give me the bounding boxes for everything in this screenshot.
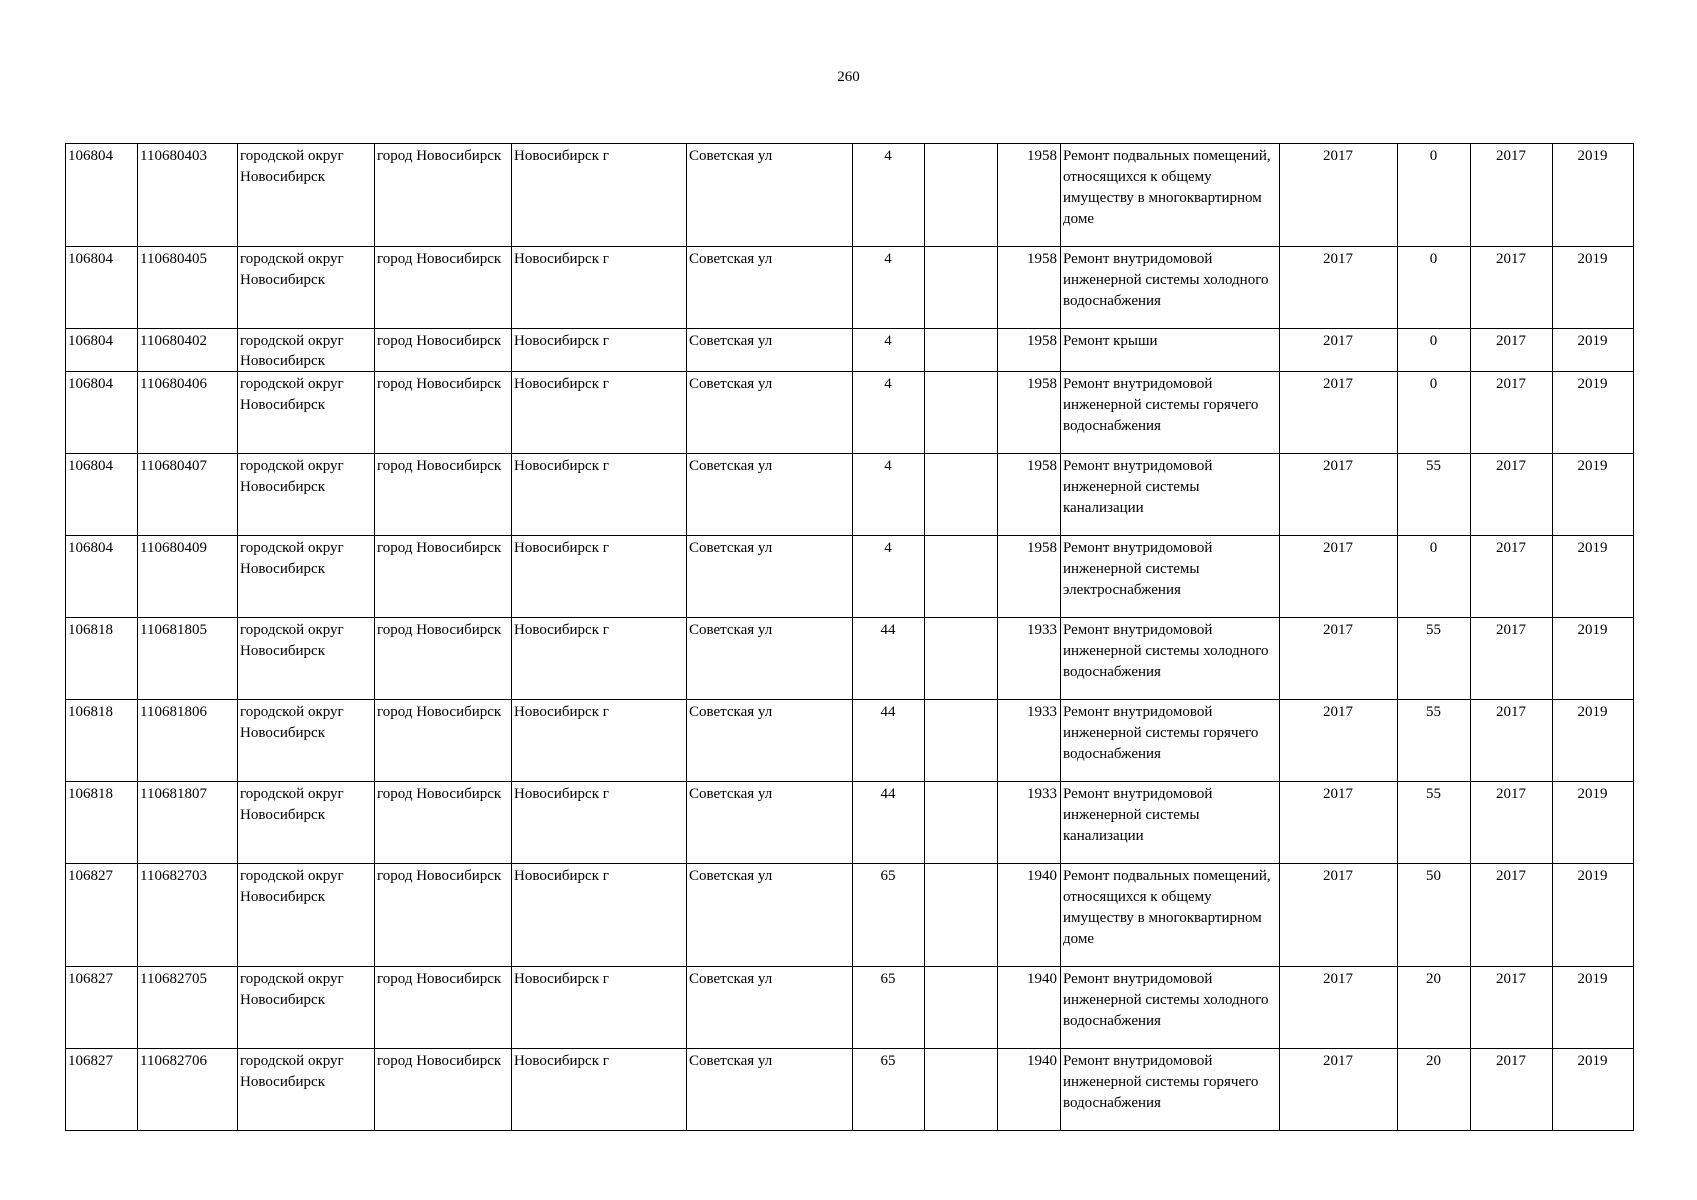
cell-id: 110682703 — [138, 864, 238, 967]
cell-start-year: 2017 — [1471, 700, 1553, 782]
cell-code: 106804 — [66, 247, 138, 329]
cell-house: 4 — [853, 247, 925, 329]
cell-wear: 20 — [1398, 1049, 1471, 1131]
cell-district: городской округ Новосибирск — [238, 618, 375, 700]
cell-build-year: 1940 — [998, 1049, 1061, 1131]
cell-end-year: 2019 — [1553, 782, 1634, 864]
cell-city: Новосибирск г — [512, 1049, 687, 1131]
cell-city: Новосибирск г — [512, 144, 687, 247]
cell-wear: 55 — [1398, 782, 1471, 864]
cell-house: 4 — [853, 536, 925, 618]
cell-building — [925, 329, 998, 372]
cell-building — [925, 864, 998, 967]
cell-work-type: Ремонт внутридомовой инженерной системы горячего водоснабжения — [1061, 372, 1280, 454]
cell-code: 106827 — [66, 967, 138, 1049]
cell-house: 65 — [853, 967, 925, 1049]
cell-city: Новосибирск г — [512, 372, 687, 454]
cell-district: городской округ Новосибирск — [238, 329, 375, 372]
cell-end-year: 2019 — [1553, 247, 1634, 329]
cell-build-year: 1958 — [998, 536, 1061, 618]
table-row — [66, 967, 1634, 1049]
cell-work-type: Ремонт внутридомовой инженерной системы горячего водоснабжения — [1061, 700, 1280, 782]
cell-district: городской округ Новосибирск — [238, 700, 375, 782]
cell-house: 4 — [853, 454, 925, 536]
cell-end-year: 2019 — [1553, 536, 1634, 618]
cell-id: 110680403 — [138, 144, 238, 247]
cell-id: 110681805 — [138, 618, 238, 700]
cell-work-type: Ремонт внутридомовой инженерной системы горячего водоснабжения — [1061, 1049, 1280, 1131]
registry-table — [65, 143, 1634, 1131]
cell-settlement: город Новосибирск — [375, 618, 512, 700]
cell-building — [925, 782, 998, 864]
cell-build-year: 1933 — [998, 782, 1061, 864]
cell-building — [925, 454, 998, 536]
cell-end-year: 2019 — [1553, 454, 1634, 536]
cell-end-year: 2019 — [1553, 372, 1634, 454]
cell-id: 110680407 — [138, 454, 238, 536]
table-row — [66, 454, 1634, 536]
cell-city: Новосибирск г — [512, 864, 687, 967]
cell-street: Советская ул — [687, 329, 853, 372]
page-number: 260 — [837, 69, 860, 85]
cell-settlement: город Новосибирск — [375, 454, 512, 536]
cell-city: Новосибирск г — [512, 700, 687, 782]
table-row — [66, 864, 1634, 967]
cell-start-year: 2017 — [1471, 864, 1553, 967]
cell-build-year: 1958 — [998, 329, 1061, 372]
table-row — [66, 782, 1634, 864]
cell-start-year: 2017 — [1471, 247, 1553, 329]
cell-wear: 0 — [1398, 372, 1471, 454]
cell-build-year: 1933 — [998, 700, 1061, 782]
cell-plan-year: 2017 — [1280, 329, 1398, 372]
cell-work-type: Ремонт крыши — [1061, 329, 1280, 372]
cell-code: 106804 — [66, 454, 138, 536]
cell-start-year: 2017 — [1471, 372, 1553, 454]
cell-code: 106804 — [66, 329, 138, 372]
cell-plan-year: 2017 — [1280, 864, 1398, 967]
cell-district: городской округ Новосибирск — [238, 247, 375, 329]
cell-code: 106818 — [66, 782, 138, 864]
cell-house: 65 — [853, 864, 925, 967]
cell-plan-year: 2017 — [1280, 144, 1398, 247]
cell-code: 106827 — [66, 864, 138, 967]
cell-wear: 20 — [1398, 967, 1471, 1049]
cell-building — [925, 1049, 998, 1131]
cell-work-type: Ремонт внутридомовой инженерной системы холодного водоснабжения — [1061, 967, 1280, 1049]
cell-id: 110680409 — [138, 536, 238, 618]
cell-build-year: 1940 — [998, 967, 1061, 1049]
cell-end-year: 2019 — [1553, 329, 1634, 372]
cell-end-year: 2019 — [1553, 618, 1634, 700]
cell-plan-year: 2017 — [1280, 247, 1398, 329]
cell-settlement: город Новосибирск — [375, 144, 512, 247]
cell-wear: 55 — [1398, 618, 1471, 700]
cell-id: 110680405 — [138, 247, 238, 329]
cell-end-year: 2019 — [1553, 144, 1634, 247]
cell-build-year: 1933 — [998, 618, 1061, 700]
cell-work-type: Ремонт внутридомовой инженерной системы электроснабжения — [1061, 536, 1280, 618]
cell-house: 65 — [853, 1049, 925, 1131]
table-row — [66, 144, 1634, 247]
cell-work-type: Ремонт внутридомовой инженерной системы холодного водоснабжения — [1061, 618, 1280, 700]
cell-street: Советская ул — [687, 144, 853, 247]
table-row — [66, 247, 1634, 329]
registry-table-body — [66, 144, 1634, 1131]
cell-start-year: 2017 — [1471, 329, 1553, 372]
cell-work-type: Ремонт внутридомовой инженерной системы холодного водоснабжения — [1061, 247, 1280, 329]
cell-settlement: город Новосибирск — [375, 967, 512, 1049]
cell-building — [925, 967, 998, 1049]
cell-plan-year: 2017 — [1280, 782, 1398, 864]
cell-plan-year: 2017 — [1280, 618, 1398, 700]
cell-settlement: город Новосибирск — [375, 536, 512, 618]
cell-district: городской округ Новосибирск — [238, 536, 375, 618]
cell-wear: 0 — [1398, 329, 1471, 372]
cell-build-year: 1958 — [998, 247, 1061, 329]
cell-house: 4 — [853, 329, 925, 372]
cell-build-year: 1958 — [998, 454, 1061, 536]
cell-code: 106818 — [66, 618, 138, 700]
table-row — [66, 618, 1634, 700]
cell-start-year: 2017 — [1471, 144, 1553, 247]
cell-building — [925, 247, 998, 329]
table-row — [66, 372, 1634, 454]
cell-settlement: город Новосибирск — [375, 700, 512, 782]
cell-settlement: город Новосибирск — [375, 864, 512, 967]
cell-district: городской округ Новосибирск — [238, 1049, 375, 1131]
cell-city: Новосибирск г — [512, 536, 687, 618]
cell-district: городской округ Новосибирск — [238, 782, 375, 864]
cell-code: 106804 — [66, 372, 138, 454]
cell-street: Советская ул — [687, 967, 853, 1049]
cell-district: городской округ Новосибирск — [238, 144, 375, 247]
cell-work-type: Ремонт подвальных помещений, относящихся к общему имуществу в многоквартирном доме — [1061, 864, 1280, 967]
cell-settlement: город Новосибирск — [375, 782, 512, 864]
cell-city: Новосибирск г — [512, 967, 687, 1049]
cell-wear: 50 — [1398, 864, 1471, 967]
cell-end-year: 2019 — [1553, 700, 1634, 782]
cell-work-type: Ремонт внутридомовой инженерной системы канализации — [1061, 782, 1280, 864]
cell-plan-year: 2017 — [1280, 967, 1398, 1049]
cell-start-year: 2017 — [1471, 1049, 1553, 1131]
cell-city: Новосибирск г — [512, 782, 687, 864]
cell-street: Советская ул — [687, 247, 853, 329]
cell-end-year: 2019 — [1553, 967, 1634, 1049]
cell-building — [925, 144, 998, 247]
cell-end-year: 2019 — [1553, 1049, 1634, 1131]
cell-district: городской округ Новосибирск — [238, 372, 375, 454]
cell-district: городской округ Новосибирск — [238, 454, 375, 536]
cell-settlement: город Новосибирск — [375, 247, 512, 329]
cell-plan-year: 2017 — [1280, 1049, 1398, 1131]
cell-district: городской округ Новосибирск — [238, 864, 375, 967]
cell-street: Советская ул — [687, 618, 853, 700]
cell-id: 110682705 — [138, 967, 238, 1049]
table-row — [66, 536, 1634, 618]
table-row — [66, 700, 1634, 782]
cell-end-year: 2019 — [1553, 864, 1634, 967]
cell-start-year: 2017 — [1471, 618, 1553, 700]
cell-build-year: 1958 — [998, 144, 1061, 247]
cell-building — [925, 372, 998, 454]
cell-build-year: 1958 — [998, 372, 1061, 454]
cell-wear: 55 — [1398, 454, 1471, 536]
cell-start-year: 2017 — [1471, 967, 1553, 1049]
cell-city: Новосибирск г — [512, 247, 687, 329]
cell-street: Советская ул — [687, 536, 853, 618]
cell-wear: 0 — [1398, 247, 1471, 329]
cell-work-type: Ремонт подвальных помещений, относящихся к общему имуществу в многоквартирном доме — [1061, 144, 1280, 247]
cell-id: 110680406 — [138, 372, 238, 454]
cell-id: 110682706 — [138, 1049, 238, 1131]
cell-street: Советская ул — [687, 864, 853, 967]
cell-house: 4 — [853, 372, 925, 454]
cell-id: 110681807 — [138, 782, 238, 864]
cell-city: Новосибирск г — [512, 329, 687, 372]
cell-street: Советская ул — [687, 782, 853, 864]
cell-district: городской округ Новосибирск — [238, 967, 375, 1049]
cell-city: Новосибирск г — [512, 618, 687, 700]
table-row — [66, 1049, 1634, 1131]
cell-building — [925, 618, 998, 700]
cell-id: 110681806 — [138, 700, 238, 782]
cell-settlement: город Новосибирск — [375, 329, 512, 372]
cell-start-year: 2017 — [1471, 454, 1553, 536]
cell-id: 110680402 — [138, 329, 238, 372]
cell-wear: 0 — [1398, 536, 1471, 618]
cell-wear: 55 — [1398, 700, 1471, 782]
cell-code: 106804 — [66, 536, 138, 618]
cell-settlement: город Новосибирск — [375, 1049, 512, 1131]
table-row — [66, 329, 1634, 372]
cell-building — [925, 700, 998, 782]
cell-code: 106804 — [66, 144, 138, 247]
cell-code: 106818 — [66, 700, 138, 782]
cell-street: Советская ул — [687, 1049, 853, 1131]
cell-street: Советская ул — [687, 700, 853, 782]
cell-plan-year: 2017 — [1280, 372, 1398, 454]
cell-plan-year: 2017 — [1280, 700, 1398, 782]
cell-plan-year: 2017 — [1280, 454, 1398, 536]
cell-house: 44 — [853, 782, 925, 864]
cell-house: 44 — [853, 618, 925, 700]
cell-settlement: город Новосибирск — [375, 372, 512, 454]
cell-work-type: Ремонт внутридомовой инженерной системы канализации — [1061, 454, 1280, 536]
cell-house: 4 — [853, 144, 925, 247]
cell-plan-year: 2017 — [1280, 536, 1398, 618]
cell-city: Новосибирск г — [512, 454, 687, 536]
cell-street: Советская ул — [687, 454, 853, 536]
cell-start-year: 2017 — [1471, 536, 1553, 618]
cell-street: Советская ул — [687, 372, 853, 454]
cell-wear: 0 — [1398, 144, 1471, 247]
cell-building — [925, 536, 998, 618]
cell-house: 44 — [853, 700, 925, 782]
cell-start-year: 2017 — [1471, 782, 1553, 864]
cell-code: 106827 — [66, 1049, 138, 1131]
cell-build-year: 1940 — [998, 864, 1061, 967]
